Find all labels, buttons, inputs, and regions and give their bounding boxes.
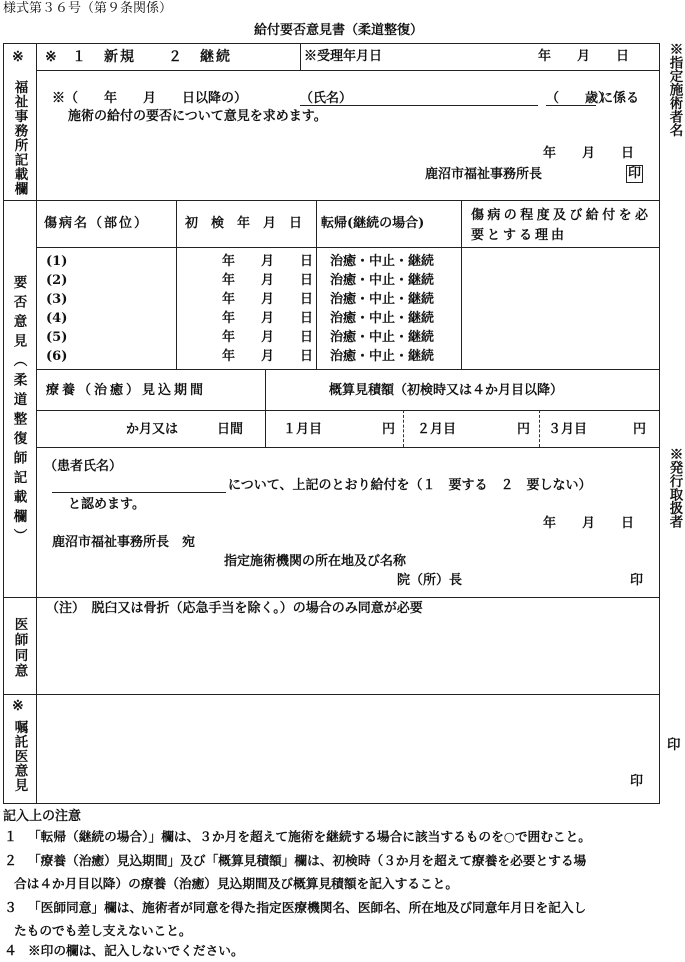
header-first-exam: 初 検 年 月 日 — [185, 216, 303, 231]
period-value-field[interactable]: か月又は 日間 — [126, 422, 244, 437]
commission-section-label: 嘱託医意見 — [11, 720, 28, 793]
facility-address-label: 指定施術機関の所在地及び名称 — [224, 554, 407, 569]
month-divider-2 — [539, 410, 540, 447]
note-text: 「転帰（継続の場合）」欄は、３か月を超えて施術を継続する場合に該当するものを○で囲むこと。 — [28, 829, 591, 844]
header-injury: 傷病名（部位） — [44, 216, 150, 231]
outcome-options[interactable]: 治癒・中止・継続 — [330, 273, 435, 288]
note-text-continued: たものでも差し支えないこと。 — [14, 923, 192, 938]
row-number: (3) — [46, 292, 68, 307]
month3-label: ３月目 — [548, 422, 588, 437]
judo-date-field[interactable]: 年 月 日 — [543, 516, 635, 531]
first-exam-date[interactable]: 年 月 日 — [222, 254, 314, 269]
row-number: (5) — [46, 330, 68, 345]
frame-left — [3, 43, 4, 804]
first-exam-date[interactable]: 年 月 日 — [222, 311, 314, 326]
header-reason: 傷病の程度及び給付を必要とする理由 — [471, 208, 651, 243]
frame-right — [659, 43, 660, 804]
month2-label: ２月目 — [417, 422, 457, 437]
row-number: (6) — [46, 349, 68, 364]
form-title: 給付要否意見書（柔道整復） — [254, 23, 424, 38]
welfare-row-line — [36, 70, 659, 71]
note-number: ３ — [4, 901, 18, 916]
period-label: 療養（治癒）見込期間 — [46, 383, 207, 398]
welfare-section-label: 福祉事務所記載欄 — [11, 80, 28, 196]
office-chief-label: 鹿沼市福祉事務所長 — [425, 167, 543, 182]
month2-yen[interactable]: 円 — [517, 422, 531, 437]
month1-yen[interactable]: 円 — [382, 422, 396, 437]
doctor-section-label: 医師同意 — [11, 617, 28, 679]
first-exam-date[interactable]: 年 月 日 — [222, 330, 314, 345]
outcome-options[interactable]: 治癒・中止・継続 — [330, 330, 435, 345]
first-exam-date[interactable]: 年 月 日 — [222, 292, 314, 307]
outcome-options[interactable]: 治癒・中止・継続 — [330, 292, 435, 307]
date-column-divider — [316, 200, 317, 369]
period-column-divider — [265, 369, 266, 447]
application-type-options[interactable]: １ 新規 ２ 継続 — [72, 49, 232, 65]
injury-column-divider — [176, 200, 177, 369]
note-number: ４ — [4, 944, 18, 959]
outcome-options[interactable]: 治癒・中止・継続 — [330, 349, 435, 364]
welfare-star: ※ — [45, 49, 57, 65]
row-number: (2) — [46, 273, 68, 288]
section-divider-welfare — [3, 200, 659, 201]
first-exam-date[interactable]: 年 月 日 — [222, 349, 314, 364]
judo-header-line — [36, 247, 659, 248]
section-divider-judo — [3, 597, 659, 598]
office-chief-seal: 印 — [628, 166, 642, 181]
judo-section-label: 要否意見（柔道整復師記載欄） — [10, 275, 27, 548]
designated-operator-label: ※指定施術者名 — [666, 42, 683, 137]
estimate-label: 概算見積額（初検時又は４か月目以降） — [329, 383, 564, 398]
row-number: (4) — [46, 311, 68, 326]
first-exam-date[interactable]: 年 月 日 — [222, 273, 314, 288]
issuer-seal: 印 — [667, 737, 681, 753]
recipient-age-field[interactable]: （ 歳） — [546, 91, 612, 106]
regarding-text: に係る — [600, 91, 640, 106]
outcome-options[interactable]: 治癒・中止・継続 — [330, 254, 435, 269]
director-label: 院（所）長 — [397, 573, 463, 588]
commission-seal: 印 — [630, 774, 644, 789]
judo-estimate-line — [36, 447, 659, 448]
note-number: １ — [4, 830, 18, 845]
welfare-date-field[interactable]: 年 月 日 — [543, 146, 635, 161]
addressee-label: 鹿沼市福祉事務所長 宛 — [52, 535, 196, 550]
received-date-field[interactable]: 年 月 日 — [538, 49, 630, 64]
form-number: 様式第３６号（第９条関係） — [3, 1, 173, 16]
note-number: ２ — [4, 854, 18, 869]
decision-text[interactable]: について、上記のとおり給付を（１ 要する ２ 要しない） — [228, 478, 592, 493]
header-outcome: 転帰(継続の場合) — [321, 216, 425, 231]
label-column-divider — [36, 43, 37, 804]
section-divider-doctor — [3, 694, 659, 695]
patient-name-label: （患者氏名） — [44, 459, 123, 474]
outcome-column-divider — [461, 200, 462, 369]
judo-period-line — [36, 410, 659, 411]
acknowledge-text: と認めます。 — [68, 497, 145, 512]
request-statement: 施術の給付の要否について意見を求めます。 — [68, 109, 327, 124]
frame-bottom — [3, 803, 659, 804]
month1-label: １月目 — [283, 422, 323, 437]
received-date-label: ※受理年月日 — [304, 49, 383, 64]
doctor-consent-note: （注） 脱臼又は骨折（応急手当を除く。）の場合のみ同意が必要 — [46, 601, 423, 616]
frame-top — [3, 43, 659, 44]
row-number: (1) — [46, 254, 68, 269]
commission-star-mark: ※ — [12, 698, 24, 714]
notes-heading: 記入上の注意 — [3, 809, 82, 824]
note-text: 「医師同意」欄は、施術者が同意を得た指定医療機関名、医師名、所在地及び同意年月日を記入し — [28, 900, 587, 915]
recipient-name-field[interactable] — [300, 92, 538, 106]
judo-rows-bottom — [36, 369, 659, 370]
month3-yen[interactable]: 円 — [633, 422, 647, 437]
director-seal: 印 — [630, 573, 644, 588]
patient-name-field[interactable] — [52, 492, 226, 493]
request-date-prefix: ※（ 年 月 日以降の） — [52, 91, 248, 106]
month-divider-1 — [403, 410, 404, 447]
note-text-continued: 合は４か月目以降）の療養（治癒）見込期間及び概算見積額を記入すること。 — [14, 876, 459, 891]
issuer-label: ※発行取扱者 — [666, 447, 683, 528]
note-text: ※印の欄は、記入しないでください。 — [28, 943, 244, 958]
outcome-options[interactable]: 治癒・中止・継続 — [330, 311, 435, 326]
name-label: （氏名） — [300, 91, 353, 106]
welfare-cell-divider — [300, 43, 301, 70]
welfare-star-mark: ※ — [12, 49, 24, 65]
note-text: 「療養（治癒）見込期間」及び「概算見積額」欄は、初検時（３か月を超えて療養を必要とする場 — [28, 853, 587, 868]
